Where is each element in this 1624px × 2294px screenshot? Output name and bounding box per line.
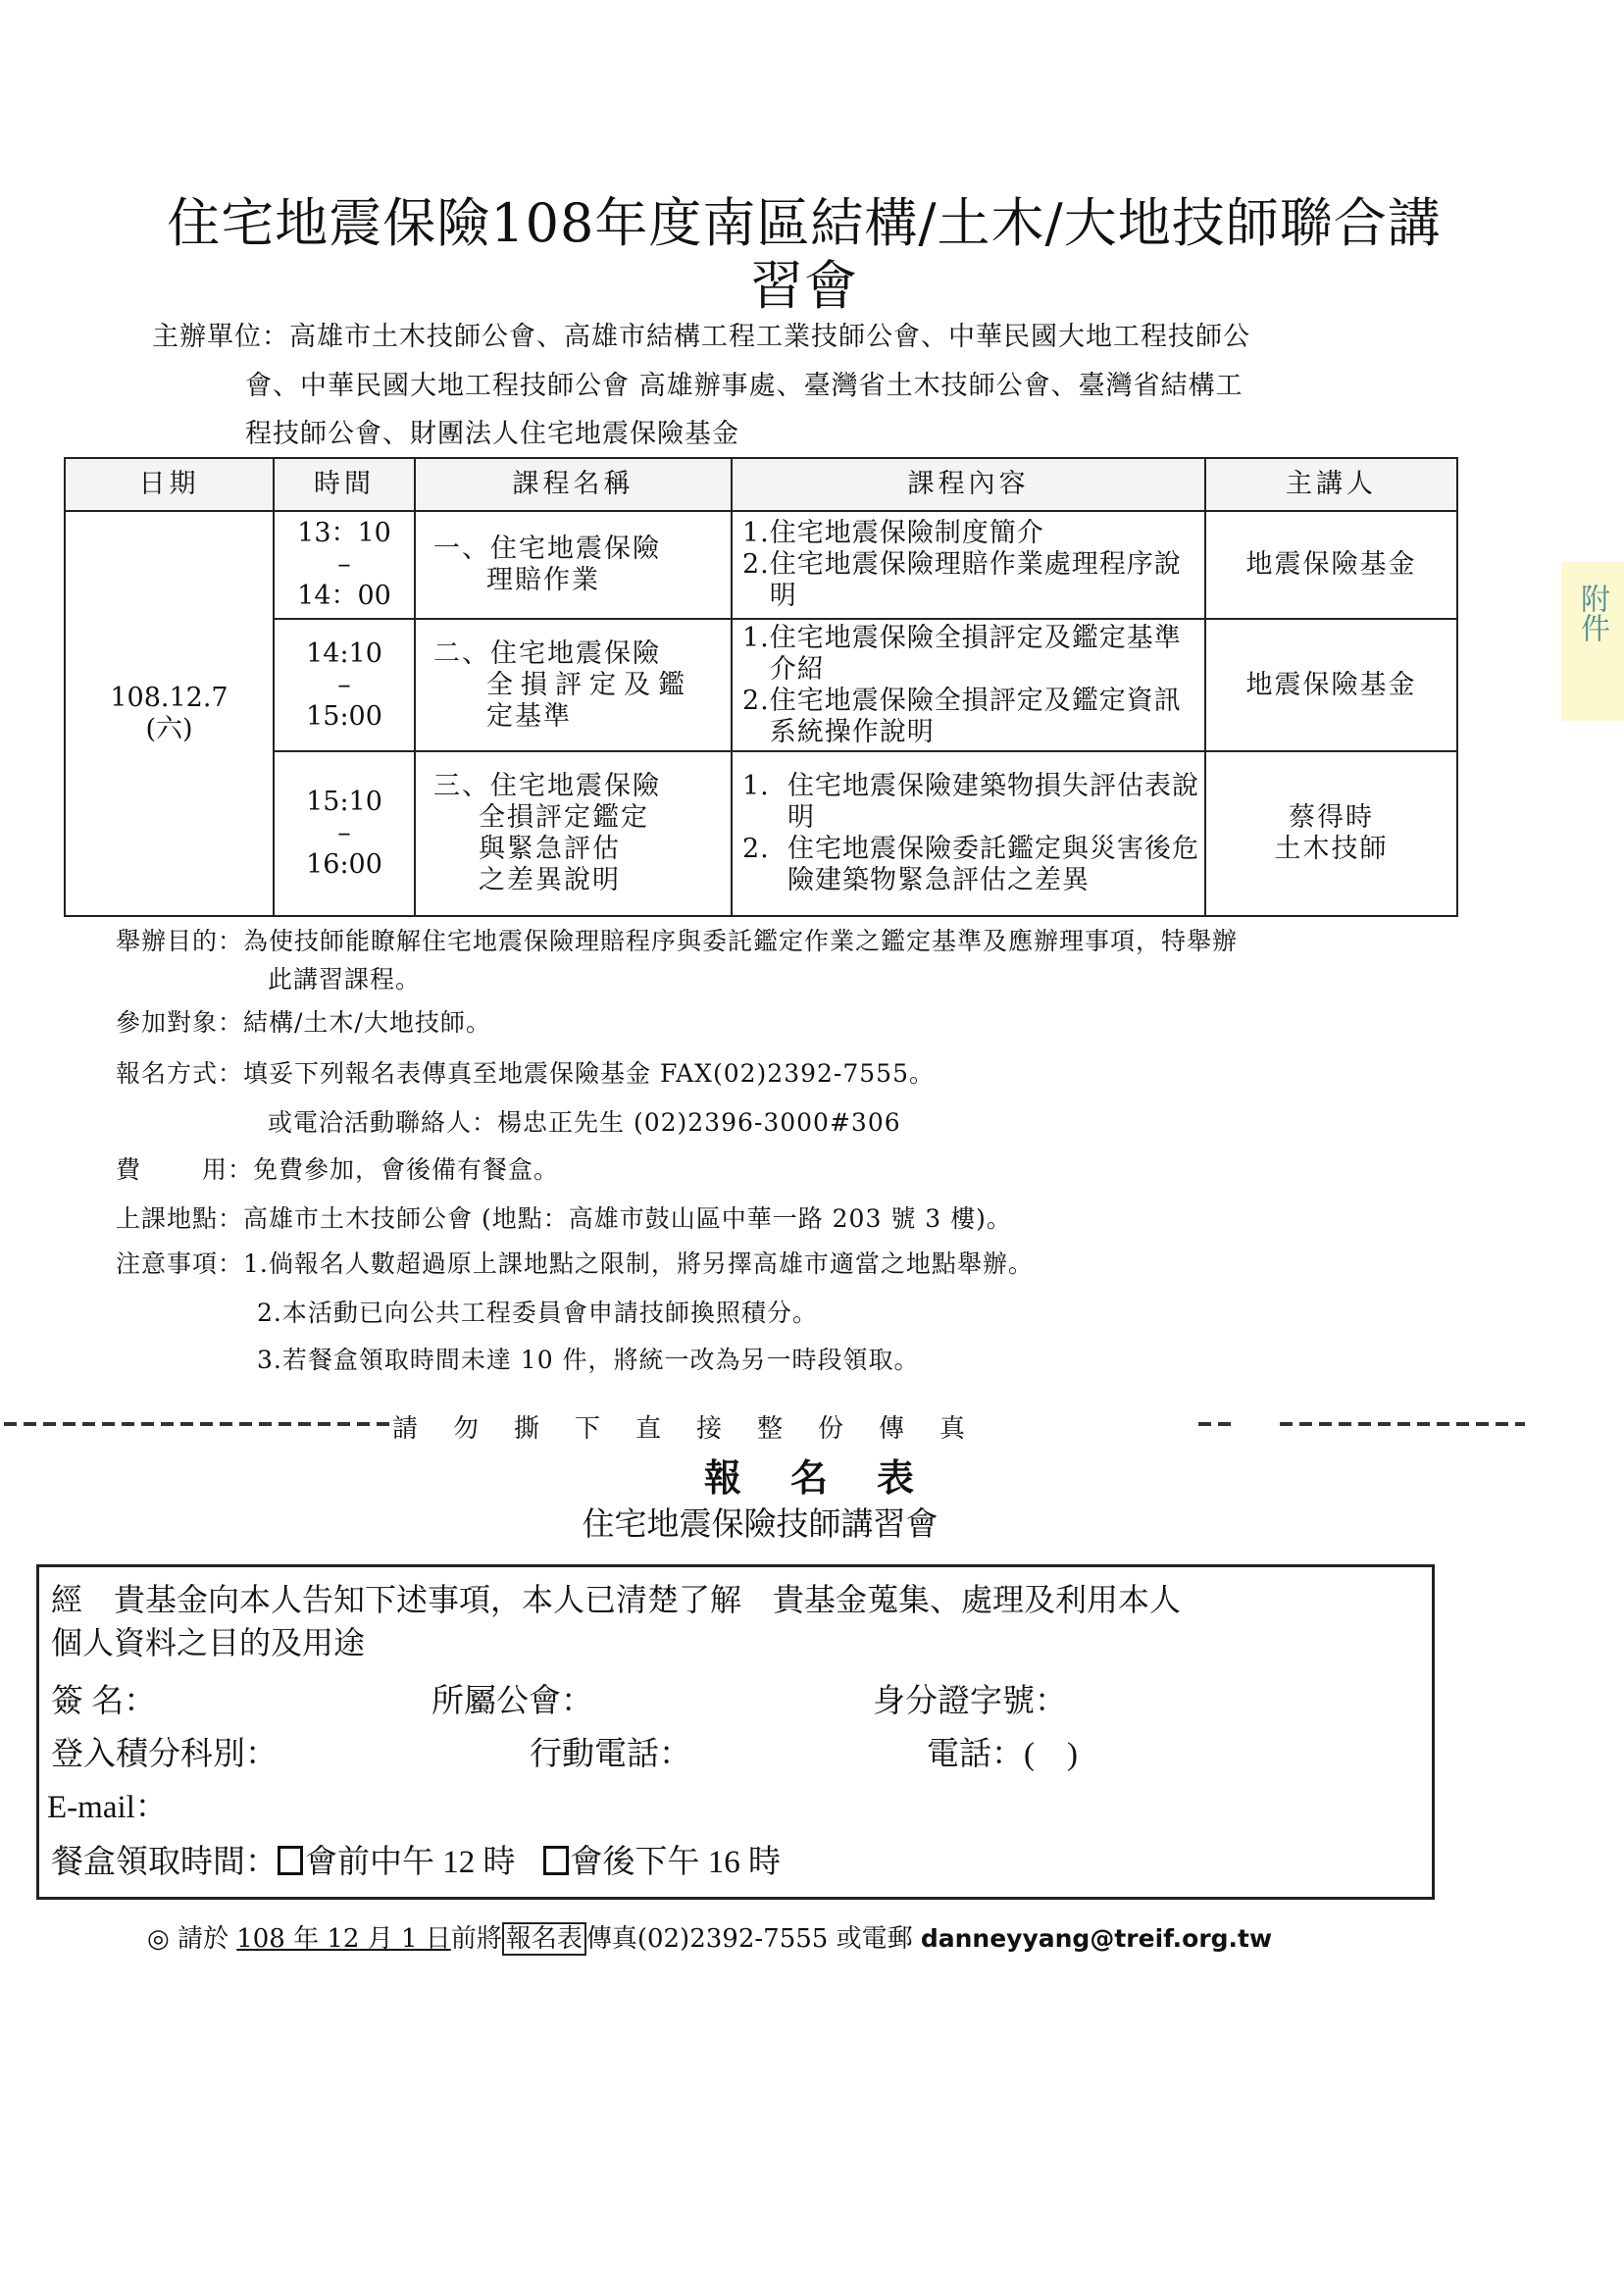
speaker-cell: [1205, 511, 1457, 619]
footer-fax: 傳真(02)2392-7555 或電郵: [585, 1924, 913, 1954]
speaker-line1: 地震保險基金: [1245, 549, 1417, 580]
field-credit-category[interactable]: 登入積分科別：: [51, 1737, 278, 1772]
document-title-line1: 住宅地震保險108年度南區結構/土木/大地技師聯合講: [167, 192, 1442, 254]
footer-prefix: ◎ 請於: [147, 1924, 228, 1954]
course-name-line4: 之差異說明: [479, 865, 621, 895]
date-value: 108.12.7: [110, 682, 228, 713]
separator-char: 請: [392, 1414, 419, 1444]
content-item: [742, 771, 1204, 834]
note-purpose-line1: 舉辦目的：為使技師能瞭解住宅地震保險理賠程序與委託鑑定作業之鑑定基準及應辦理事項，特舉辦: [116, 927, 1239, 955]
schedule-header-row: [65, 458, 1457, 511]
time-end: 16:00: [306, 849, 382, 880]
meal-time-label: 餐盒領取時間：: [51, 1845, 278, 1880]
separator-char: 整: [757, 1414, 784, 1444]
content-text: 住宅地震保險全損評定及鑑定基準介紹: [769, 622, 1182, 685]
time-separator: –: [337, 669, 351, 700]
footer-mid: 前將: [450, 1924, 502, 1954]
organizers-line1: 主辦單位：高雄市土木技師公會、高雄市結構工程工業技師公會、中華民國大地工程技師公: [152, 322, 1250, 352]
content-num: 2.: [742, 685, 770, 716]
table-row: [65, 511, 1457, 619]
content-text: 住宅地震保險制度簡介: [769, 518, 1044, 548]
content-text: 住宅地震保險理賠作業處理程序說明: [769, 549, 1182, 611]
date-weekday: (六): [145, 713, 193, 744]
time-cell: [274, 619, 415, 751]
field-id-number[interactable]: 身分證字號：: [873, 1684, 1067, 1719]
separator-char: 接: [696, 1414, 723, 1444]
speaker-cell: [1205, 751, 1457, 916]
course-content-cell: [732, 511, 1205, 619]
organizers-line3: 程技師公會、財團法人住宅地震保險基金: [245, 419, 739, 449]
meal-option-noon-checkbox[interactable]: [278, 1846, 303, 1875]
content-item: [742, 834, 1204, 896]
course-name-cell: [415, 511, 732, 619]
course-content-cell: [732, 619, 1205, 751]
organizers-line2: 會、中華民國大地工程技師公會 高雄辦事處、臺灣省土木技師公會、臺灣省結構工: [245, 371, 1243, 401]
header-speaker: 主講人: [1205, 458, 1457, 511]
content-num: 1.: [742, 622, 770, 653]
note-register-line1: 報名方式：填妥下列報名表傳真至地震保險基金 FAX(02)2392-7555。: [116, 1059, 935, 1088]
footer-email-link[interactable]: danneyyang@treif.org.tw: [920, 1924, 1273, 1953]
note-remarks-1: 注意事項：1.倘報名人數超過原上課地點之限制，將另擇高雄市適當之地點舉辦。: [116, 1249, 1034, 1278]
form-title: 報 名 表: [703, 1455, 920, 1500]
footer-deadline: 108 年 12 月 1 日: [236, 1924, 451, 1954]
document-title-line2: 習會: [750, 255, 858, 317]
fee-text: 用：免費參加，會後備有餐盒。: [202, 1155, 560, 1184]
field-mobile[interactable]: 行動電話：: [530, 1737, 691, 1772]
time-end: 14：00: [297, 581, 391, 611]
course-name-line2: 理賠作業: [486, 565, 600, 595]
table-row: [65, 619, 1457, 751]
time-end: 15:00: [306, 700, 382, 732]
dash-line-right: [1280, 1422, 1525, 1426]
footer-boxed-label: 報名表: [502, 1922, 586, 1956]
field-signature[interactable]: 簽 名：: [51, 1684, 157, 1719]
consent-line2: 個人資料之目的及用途: [51, 1625, 366, 1660]
schedule-table: [64, 457, 1458, 917]
time-separator: –: [337, 549, 351, 580]
course-name-cell: [415, 751, 732, 916]
content-text: 住宅地震保險建築物損失評估表說明: [787, 771, 1199, 833]
time-separator: –: [337, 818, 351, 848]
course-name-line2: 全損評定及鑑: [486, 669, 692, 700]
note-purpose-line2: 此講習課程。: [268, 965, 422, 994]
course-name-line1: 住宅地震保險: [490, 637, 661, 669]
dash-line-left: [4, 1422, 391, 1426]
separator-char: 勿: [453, 1414, 480, 1444]
content-num: 1.: [742, 771, 770, 801]
field-phone[interactable]: 電話：( ): [927, 1737, 1078, 1772]
course-content-cell: [732, 751, 1205, 916]
form-subtitle: 住宅地震保險技師講習會: [582, 1504, 939, 1543]
note-venue: 上課地點：高雄市土木技師公會 (地點：高雄市鼓山區中華一路 203 號 3 樓)。: [116, 1204, 1012, 1233]
dash-line-mid: [1198, 1422, 1232, 1426]
meal-time-row: [51, 1844, 781, 1881]
header-date: 日期: [65, 458, 274, 511]
note-fee: [116, 1155, 559, 1185]
content-item: [742, 549, 1204, 612]
separator-text: [392, 1408, 969, 1445]
field-email[interactable]: E-mail：: [47, 1790, 168, 1825]
content-num: 2.: [742, 549, 770, 580]
note-register-line2: 或電洽活動聯絡人：楊忠正先生 (02)2396-3000#306: [268, 1108, 901, 1137]
note-audience: 參加對象：結構/土木/大地技師。: [116, 1008, 491, 1037]
time-cell: [274, 751, 415, 916]
separator-char: 下: [575, 1414, 601, 1444]
content-item: [742, 686, 1204, 748]
content-num: 1.: [742, 518, 770, 548]
fee-label-a: 費: [116, 1155, 142, 1184]
course-name-cell: [415, 619, 732, 751]
meal-option-afternoon-label: 會後下午 16 時: [570, 1845, 781, 1880]
sticky-note: [1561, 562, 1624, 721]
course-prefix: 三、: [433, 771, 490, 801]
time-start: 13：10: [297, 518, 391, 548]
content-item: [742, 623, 1204, 686]
note-remarks-2: 2.本活動已向公共工程委員會申請技師換照積分。: [257, 1299, 818, 1327]
cut-separator: [0, 1408, 1624, 1444]
table-row: [65, 751, 1457, 916]
course-name-line3: 定基準: [486, 700, 572, 732]
course-prefix: 一、: [433, 534, 490, 564]
content-num: 2.: [742, 834, 770, 864]
date-cell: [65, 511, 274, 916]
speaker-line1: 地震保險基金: [1245, 669, 1417, 700]
course-name-line2: 全損評定鑑定: [479, 802, 649, 833]
separator-char: 撕: [514, 1414, 540, 1444]
meal-option-noon-label: 會前中午 12 時: [305, 1845, 516, 1880]
field-association[interactable]: 所屬公會：: [431, 1684, 593, 1719]
course-name-line1: 住宅地震保險: [490, 771, 661, 801]
consent-line1: 經 貴基金向本人告知下述事項，本人已清楚了解 貴基金蒐集、處理及利用本人: [51, 1582, 1182, 1617]
time-start: 14:10: [306, 637, 382, 669]
content-text: 住宅地震保險全損評定及鑑定資訊系統操作說明: [769, 685, 1182, 747]
separator-char: 直: [635, 1414, 662, 1444]
course-name-line1: 住宅地震保險: [490, 534, 661, 564]
separator-char: 份: [818, 1414, 844, 1444]
note-remarks-3: 3.若餐盒領取時間未達 10 件，將統一改為另一時段領取。: [257, 1346, 920, 1374]
sticky-note-text: 附件: [1575, 584, 1609, 642]
course-prefix: 二、: [433, 637, 490, 669]
course-name-line3: 與緊急評估: [479, 834, 621, 864]
registration-form: [36, 1564, 1435, 1900]
meal-option-afternoon-checkbox[interactable]: [543, 1846, 569, 1875]
time-start: 15:10: [306, 787, 382, 817]
speaker-line2: 土木技師: [1274, 834, 1389, 864]
footer-note: [147, 1918, 1272, 1955]
speaker-cell: [1205, 619, 1457, 751]
separator-char: 真: [939, 1414, 966, 1444]
header-time: 時間: [274, 458, 415, 511]
speaker-line1: 蔡得時: [1289, 802, 1374, 833]
content-text: 住宅地震保險委託鑑定與災害後危險建築物緊急評估之差異: [787, 834, 1199, 895]
content-item: [742, 518, 1204, 549]
separator-char: 傳: [879, 1414, 905, 1444]
time-cell: [274, 511, 415, 619]
header-course-content: 課程內容: [732, 458, 1205, 511]
header-course-name: 課程名稱: [415, 458, 732, 511]
